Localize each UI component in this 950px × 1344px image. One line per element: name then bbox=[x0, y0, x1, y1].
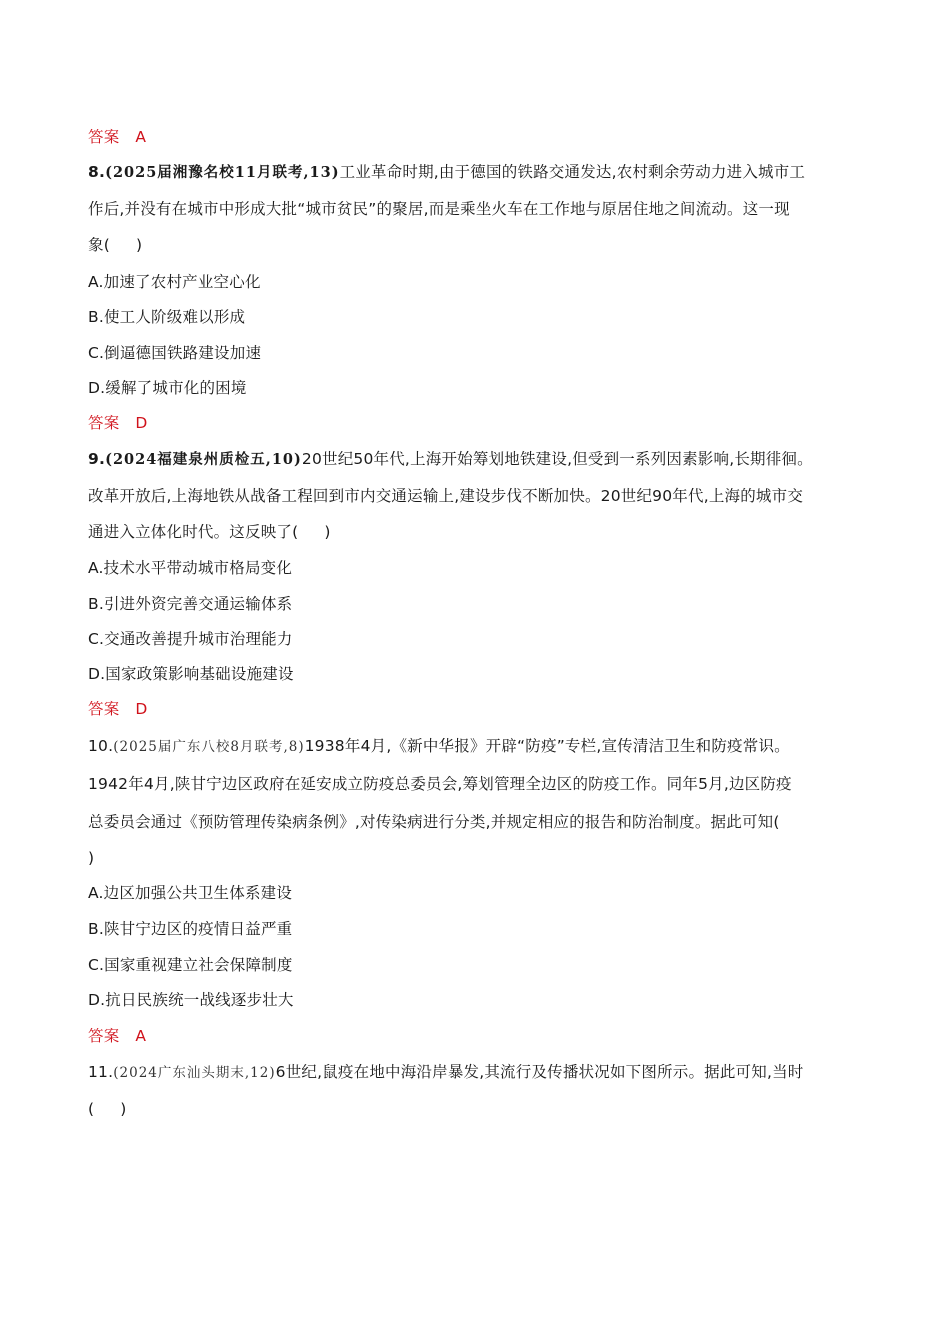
q8-option-c: C.倒逼德国铁路建设加速 bbox=[88, 344, 262, 362]
question-text: 20世纪50年代,上海开始筹划地铁建设,但受到一系列因素影响,长期徘徊。 bbox=[301, 450, 813, 468]
question-source: (2025届湘豫名校11月联考,13) bbox=[105, 164, 340, 181]
q10-option-d: D.抗日民族统一战线逐步壮大 bbox=[88, 991, 294, 1009]
q10-stem-line-3 bbox=[88, 812, 780, 832]
question-text: ( bbox=[88, 1100, 95, 1118]
q10-option-b: B.陕甘宁边区的疫情日益严重 bbox=[88, 920, 293, 938]
question-text: ) bbox=[120, 1100, 127, 1118]
answer-label: 答案 bbox=[88, 128, 120, 146]
question-text: 象( bbox=[88, 236, 110, 254]
question-text: ) bbox=[135, 236, 143, 254]
answer-value: D bbox=[135, 414, 148, 432]
question-number: 8. bbox=[88, 163, 106, 181]
question-text: 工业革命时期,由于德国的铁路交通发达,农村剩余劳动力进入城市工 bbox=[339, 163, 806, 181]
question-number: 10. bbox=[88, 737, 114, 755]
q9-option-a: A.技术水平带动城市格局变化 bbox=[88, 559, 293, 577]
q10-stem-line-4 bbox=[88, 848, 94, 868]
q8-stem-line-3 bbox=[88, 235, 142, 255]
q9-stem-line-2 bbox=[88, 486, 803, 506]
answer-value: D bbox=[135, 700, 148, 718]
question-text: 作后,并没有在城市中形成大批“城市贫民”的聚居,而是乘坐火车在工作地与原居住地之间流动。这一现 bbox=[88, 200, 790, 218]
q8-option-a: A.加速了农村产业空心化 bbox=[88, 273, 261, 291]
answer-value: A bbox=[135, 128, 147, 146]
question-text: 通进入立体化时代。这反映了( bbox=[88, 523, 299, 541]
question-source: (2024广东汕头期末,12) bbox=[113, 1065, 276, 1081]
q9-option-d: D.国家政策影响基础设施建设 bbox=[88, 665, 294, 683]
q10-stem-line-1 bbox=[88, 736, 790, 757]
question-text: 改革开放后,上海地铁从战备工程回到市内交通运输上,建设步伐不断加快。20世纪90年代,上海的城市交 bbox=[88, 487, 804, 505]
answer-label: 答案 bbox=[88, 700, 120, 718]
q9-option-b: B.引进外资完善交通运输体系 bbox=[88, 595, 293, 613]
question-text: ) bbox=[88, 849, 95, 867]
answer-label: 答案 bbox=[88, 414, 120, 432]
question-text: 6世纪,鼠疫在地中海沿岸暴发,其流行及传播状况如下图所示。据此可知,当时 bbox=[275, 1063, 804, 1081]
q10-option-c: C.国家重视建立社会保障制度 bbox=[88, 956, 293, 974]
question-text: 1938年4月,《新中华报》开辟“防疫”专栏,宣传清洁卫生和防疫常识。 bbox=[304, 737, 790, 755]
answer-label: 答案 bbox=[88, 1027, 120, 1045]
answer-line-q7 bbox=[88, 127, 146, 147]
question-source: (2025届广东八校8月联考,8) bbox=[113, 739, 305, 755]
q8-option-d: D.缓解了城市化的困境 bbox=[88, 379, 247, 397]
question-text: ) bbox=[324, 523, 331, 541]
question-text: 1942年4月,陕甘宁边区政府在延安成立防疫总委员会,筹划管理全边区的防疫工作。同年5月,边区防疫 bbox=[88, 775, 792, 793]
q10-option-a: A.边区加强公共卫生体系建设 bbox=[88, 884, 293, 902]
q8-stem-line-1 bbox=[88, 162, 805, 183]
answer-line-q8 bbox=[88, 413, 148, 433]
q11-stem-line-2 bbox=[88, 1099, 127, 1119]
answer-line-q9 bbox=[88, 699, 148, 719]
question-number: 9. bbox=[88, 450, 106, 468]
q11-stem-line-1 bbox=[88, 1062, 804, 1083]
q9-stem-line-3 bbox=[88, 522, 331, 542]
question-text: 总委员会通过《预防管理传染病条例》,对传染病进行分类,并规定相应的报告和防治制度。据此可知( bbox=[88, 813, 780, 831]
answer-value: A bbox=[135, 1027, 147, 1045]
answer-line-q10 bbox=[88, 1026, 146, 1046]
question-source: (2024福建泉州质检五,10) bbox=[105, 451, 302, 468]
q9-option-c: C.交通改善提升城市治理能力 bbox=[88, 630, 293, 648]
q9-stem-line-1 bbox=[88, 449, 813, 470]
question-number: 11. bbox=[88, 1063, 114, 1081]
q8-option-b: B.使工人阶级难以形成 bbox=[88, 308, 246, 326]
q10-stem-line-2 bbox=[88, 774, 792, 794]
q8-stem-line-2 bbox=[88, 199, 790, 219]
